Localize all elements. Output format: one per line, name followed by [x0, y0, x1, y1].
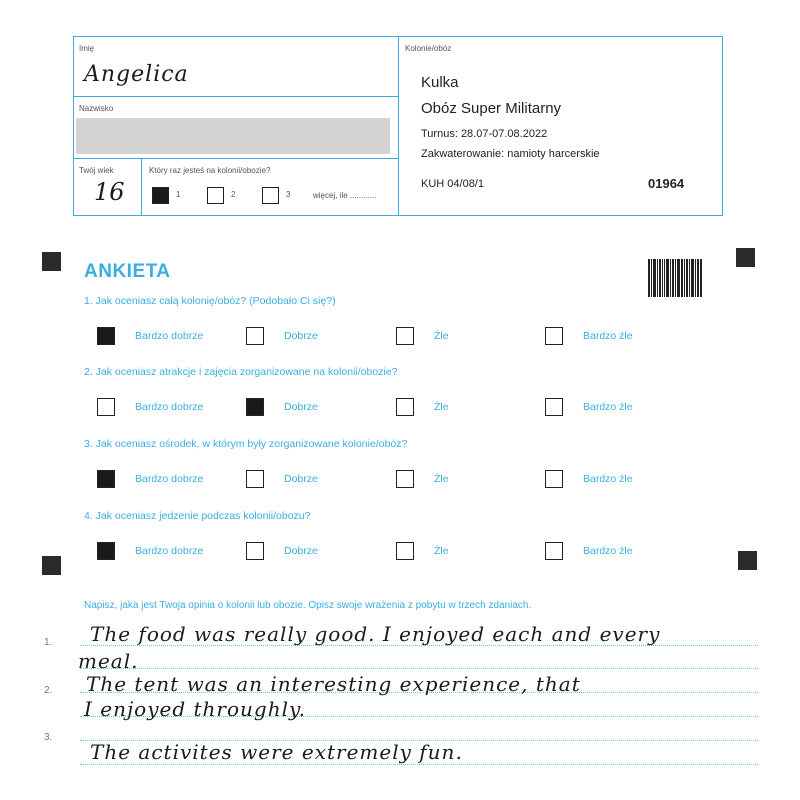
- times-label: Który raz jesteś na kolonii/obozie?: [149, 166, 271, 175]
- option-label: Źle: [434, 330, 449, 342]
- line-number: 1.: [44, 637, 53, 648]
- question-3-text: 3. Jak oceniasz ośrodek, w którym były zorganizowane kolonie/obóz?: [84, 438, 408, 450]
- question-3-option-1-checkbox[interactable]: [97, 470, 115, 488]
- option-label: Dobrze: [284, 545, 318, 557]
- question-1-option-3-checkbox[interactable]: [396, 327, 414, 345]
- question-4-option-1-checkbox[interactable]: [97, 542, 115, 560]
- registration-marker: [42, 252, 61, 271]
- camp-code: KUH 04/08/1: [421, 178, 484, 190]
- option-label: Bardzo źle: [583, 330, 633, 342]
- registration-marker: [738, 551, 757, 570]
- first-name-value[interactable]: Angelica: [84, 62, 189, 87]
- times-checkbox-3[interactable]: [262, 187, 279, 204]
- first-name-label: Imię: [79, 44, 95, 53]
- question-2-option-1-checkbox[interactable]: [97, 398, 115, 416]
- survey-title: ANKIETA: [84, 261, 171, 282]
- question-1-option-2-checkbox[interactable]: [246, 327, 264, 345]
- question-3-option-4-checkbox[interactable]: [545, 470, 563, 488]
- question-4-option-4-checkbox[interactable]: [545, 542, 563, 560]
- registration-marker: [42, 556, 61, 575]
- accommodation: Zakwaterowanie: namioty harcerskie: [421, 148, 600, 160]
- handwritten-line[interactable]: The food was really good. I enjoyed each and every: [90, 622, 661, 646]
- option-label: Źle: [434, 473, 449, 485]
- option-label: Bardzo dobrze: [135, 401, 204, 413]
- option-label: Źle: [434, 401, 449, 413]
- question-3-option-3-checkbox[interactable]: [396, 470, 414, 488]
- times-option-label: 1: [176, 190, 181, 199]
- option-label: Bardzo źle: [583, 473, 633, 485]
- question-4-option-3-checkbox[interactable]: [396, 542, 414, 560]
- camp-name: Kulka: [421, 74, 459, 91]
- question-1-option-1-checkbox[interactable]: [97, 327, 115, 345]
- option-label: Bardzo dobrze: [135, 330, 204, 342]
- question-4-text: 4. Jak oceniasz jedzenie podczas kolonii/obozu?: [84, 510, 311, 522]
- question-4-option-2-checkbox[interactable]: [246, 542, 264, 560]
- question-2-option-4-checkbox[interactable]: [545, 398, 563, 416]
- times-checkbox-1[interactable]: [152, 187, 169, 204]
- option-label: Bardzo źle: [583, 401, 633, 413]
- opinion-prompt: Napisz, jaka jest Twoja opinia o kolonii lub obozie. Opisz swoje wrażenia z pobytu w trzech zdaniach.: [84, 600, 532, 611]
- times-option-label: 3: [286, 190, 291, 199]
- age-value[interactable]: 16: [94, 178, 125, 206]
- header-row-divider: [73, 158, 398, 159]
- question-1-option-4-checkbox[interactable]: [545, 327, 563, 345]
- times-option-label: 2: [231, 190, 236, 199]
- question-3-option-2-checkbox[interactable]: [246, 470, 264, 488]
- times-checkbox-2[interactable]: [207, 187, 224, 204]
- line-number: 3.: [44, 732, 53, 743]
- option-label: Dobrze: [284, 330, 318, 342]
- camp-type: Obóz Super Militarny: [421, 100, 562, 117]
- last-name-redacted-field: [76, 118, 390, 154]
- handwritten-line[interactable]: The tent was an interesting experience, that: [86, 672, 581, 696]
- option-label: Bardzo dobrze: [135, 545, 204, 557]
- option-label: Bardzo dobrze: [135, 473, 204, 485]
- writing-line: [80, 764, 758, 765]
- header-divider: [398, 36, 399, 216]
- option-label: Dobrze: [284, 473, 318, 485]
- registration-marker: [736, 248, 755, 267]
- question-2-option-2-checkbox[interactable]: [246, 398, 264, 416]
- header-cell-divider: [141, 158, 142, 216]
- question-2-text: 2. Jak oceniasz atrakcje i zajęcia zorganizowane na kolonii/obozie?: [84, 366, 398, 378]
- question-1-text: 1. Jak oceniasz całą kolonię/obóz? (Podobało Ci się?): [84, 295, 336, 307]
- option-label: Źle: [434, 545, 449, 557]
- writing-line: [80, 668, 758, 669]
- age-label: Twój wiek: [79, 166, 114, 175]
- camp-label: Kolonie/obóz: [405, 44, 452, 53]
- turnus: Turnus: 28.07-07.08.2022: [421, 128, 548, 140]
- header-row-divider: [73, 96, 398, 97]
- form-number: 01964: [648, 176, 685, 191]
- line-number: 2.: [44, 685, 53, 696]
- question-2-option-3-checkbox[interactable]: [396, 398, 414, 416]
- handwritten-line[interactable]: The activites were extremely fun.: [90, 740, 463, 764]
- handwritten-line[interactable]: I enjoyed throughly.: [84, 697, 306, 721]
- option-label: Bardzo źle: [583, 545, 633, 557]
- last-name-label: Nazwisko: [79, 104, 114, 113]
- barcode: [648, 259, 702, 297]
- option-label: Dobrze: [284, 401, 318, 413]
- handwritten-line[interactable]: meal.: [78, 649, 139, 673]
- times-more-label: więcej, ile ............: [313, 191, 377, 200]
